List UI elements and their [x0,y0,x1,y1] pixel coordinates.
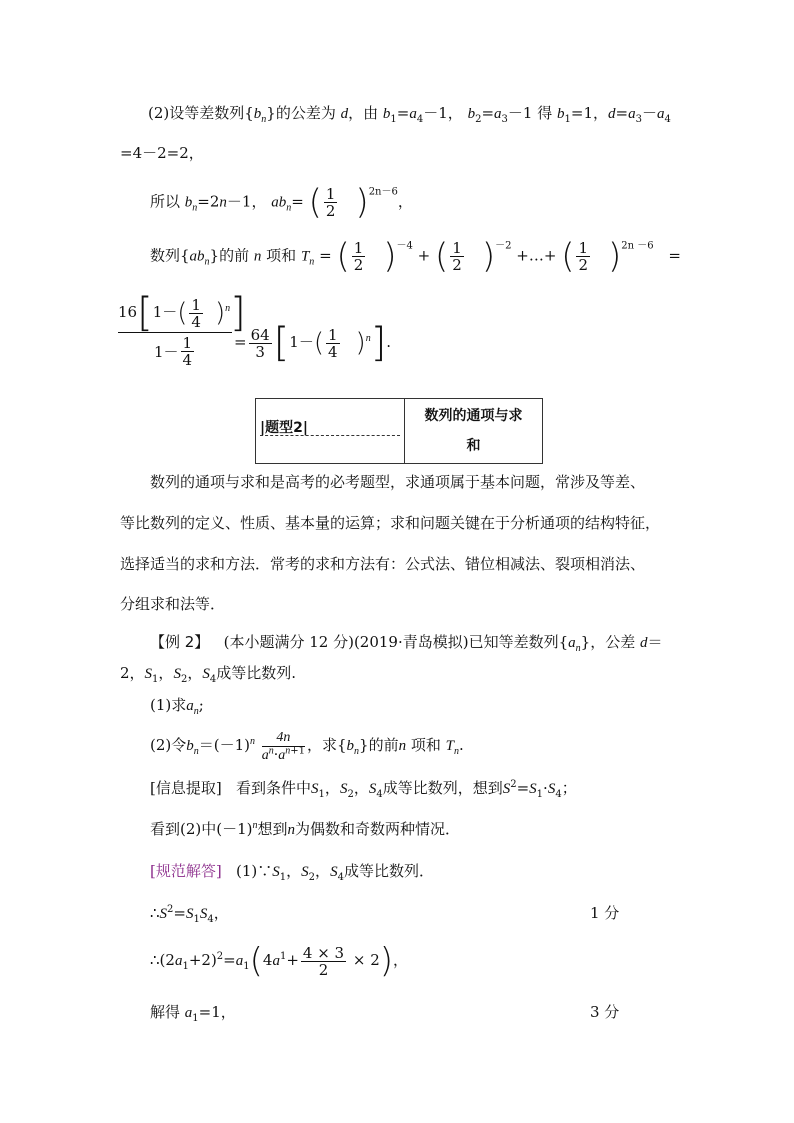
step-2: $\therefore(2a_1+2)^2=a_1(4a^1+$ $\frac{4 \times 3}{2}$ × 2)， [150,941,409,981]
example-line-1: 【例 2】 (本小题满分 12 分)(2019·青岛模拟)已知等差数列$\{a_n\}$，公差 d＝ [150,633,663,654]
step-1: $\therefore S^2=S_1S_4$， [150,904,229,925]
intro-line-1: 数列的通项与求和是高考的必考题型，求通项属于基本问题，常涉及等差、 [150,473,646,491]
fraction: $\frac{1}{2}$ [325,185,336,220]
tn-sum-line: 数列$\{ab_n\}$的前 n 项和 $T_n$ = ( $\frac{1}{2}$ )$^{-4}$ + ( $\frac{1}{2}$ )$^{-2}$ +…+ ( $\frac{1}{2}$ )$^{2n -6}$ = [150,236,681,277]
bn-formula-line: 所以 $b_n=2n-1$， $ab_n=$ ( $\frac{1}{2}$ )$^{2n-6}$， [150,182,413,223]
dashed-divider [260,435,400,436]
info-extraction: [信息提取] 看到条件中$S_1$，$S_2$，$S_4$成等比数列，想到$S^2=S_1\cdot S_4$； [150,779,577,800]
step-3: 解得 $a_1=1$， [150,1003,236,1024]
question-type-box [255,398,543,464]
solution-line-2: =4－2=2， [120,144,204,162]
intro-line-2: 等比数列的定义、性质、基本量的运算；求和问题关键在于分析通项的结构特征， [120,514,661,532]
type-title: 数列的通项与求 和 [424,408,523,454]
intro-line-4: 分组求和法等． [120,595,226,613]
sum-big-fraction: 16[1－( $\frac{1}{4}$ )$^n$] 1－ $\frac{1}{4}$ [118,290,246,369]
question-2: (2)令$b_n=(-1)^n$ $\frac{4n}{a^n\cdot a^{n+1}}$ ，求$\{b_n\}$的前n 项和 $T_n$. [150,729,464,763]
intro-line-3: 选择适当的求和方法．常考的求和方法有：公式法、错位相减法、裂项相消法、 [120,555,646,573]
solution-line-1: (2)设等差数列$\{b_n\}$的公差为 d，由 $b_1=a_4-1$， $b_2=a_3-1$ 得 $b_1=1$，$d=a_3-a_4$ [148,104,671,125]
info-extraction-2: 看到(2)中$(-1)^n$想到n为偶数和奇数两种情况． [150,820,461,838]
step-3-score: 3 分 [590,1003,620,1021]
sum-result: = $\frac{64}{3}$ [1－( $\frac{1}{4}$ )$^n$]. [234,320,392,366]
standard-solution: [规范解答] $(1)\because S_1$，$S_2$，$S_4$成等比数列． [150,862,434,883]
question-1: (1)求$a_n$; [150,696,204,717]
example-line-2: 2，$S_1$，$S_2$，$S_4$成等比数列. [120,664,296,685]
step-1-score: 1 分 [590,904,620,922]
type-tag: |题型2| [256,399,405,463]
